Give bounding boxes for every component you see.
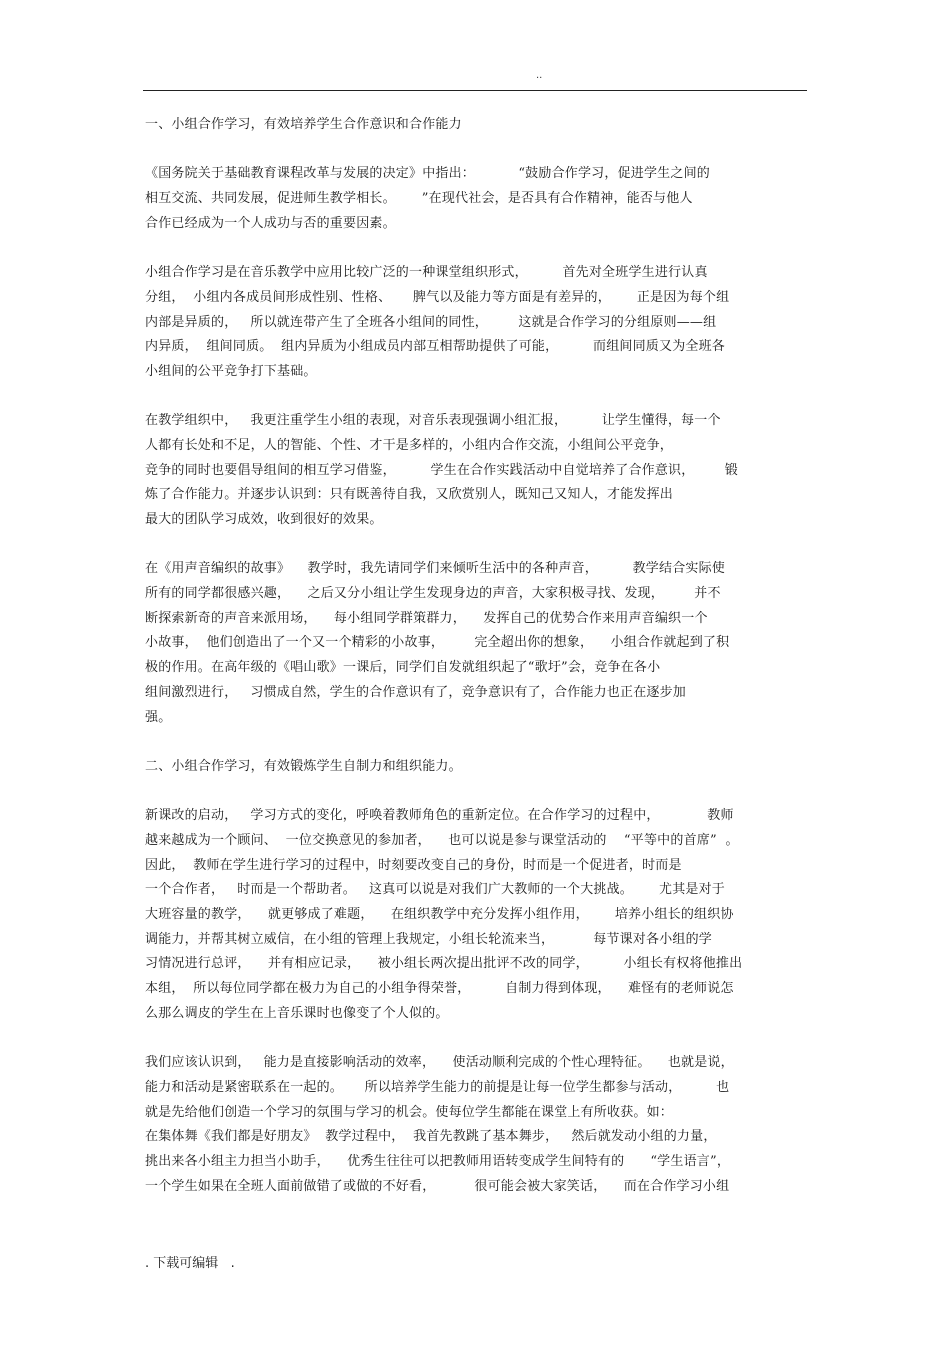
- text-line: 分组， 小组内各成员间形成性别、性格、 脾气以及能力等方面是有差异的， 正是因为每个组: [145, 289, 730, 305]
- text-line: 一、小组合作学习，有效培养学生合作意识和合作能力: [145, 117, 462, 132]
- header-mark: ..: [536, 70, 543, 81]
- section-heading: [145, 755, 817, 780]
- text-line: 么那么调皮的学生在上音乐课时也像变了个人似的。: [145, 1005, 449, 1021]
- paragraph: [145, 557, 817, 730]
- text-line: 内异质， 组间同质。 组内异质为小组成员内部互相帮助提供了可能， 而组间同质又为全班各: [145, 339, 725, 355]
- text-line: 炼了合作能力。并逐步认识到：只有既善待自我，又欣赏别人，既知己又知人，才能发挥出: [145, 487, 674, 503]
- text-line: 在教学组织中， 我更注重学生小组的表现，对音乐表现强调小组汇报， 让学生懂得，每一个: [145, 413, 721, 429]
- text-line: 在集体舞《我们都是好朋友》 教学过程中， 我首先教跳了基本舞步， 然后就发动小组的力量，: [145, 1129, 717, 1145]
- text-line: 一个合作者， 时而是一个帮助者。 这真可以说是对我们广大教师的一个大挑战。 尤其是对于: [145, 882, 725, 898]
- paragraph-gap: [145, 1026, 817, 1051]
- text-line: 因此， 教师在学生进行学习的过程中，时刻要改变自己的身份，时而是一个促进者，时而是: [145, 857, 682, 873]
- text-line: 在《用声音编织的故事》 教学时，我先请同学们来倾听生活中的各种声音， 教学结合实际使: [145, 561, 725, 577]
- text-line: 小组合作学习是在音乐教学中应用比较广泛的一种课堂组织形式， 首先对全班学生进行认真: [145, 265, 708, 281]
- text-line: 内部是异质的， 所以就连带产生了全班各小组间的同性， 这就是合作学习的分组原则——组: [145, 314, 717, 330]
- text-line: 越来越成为一个顾问、 一位交换意见的参加者， 也可以说是参与课堂活动的 “平等中的首席” 。: [145, 832, 739, 848]
- paragraph: [145, 409, 817, 532]
- text-line: 调能力，并帮其树立威信，在小组的管理上我规定，小组长轮流来当， 每节课对各小组的学: [145, 931, 712, 947]
- paragraph: [145, 1051, 817, 1199]
- text-line: 竞争的同时也要倡导组间的相互学习借鉴， 学生在合作实践活动中自觉培养了合作意识， 锻: [145, 462, 738, 478]
- footer-note: . 下载可编辑 .: [145, 1256, 235, 1271]
- text-line: 组间激烈进行， 习惯成自然，学生的合作意识有了，竞争意识有了，合作能力也正在逐步加: [145, 684, 686, 700]
- paragraph-gap: [145, 533, 817, 558]
- paragraph-gap: [145, 236, 817, 261]
- paragraph: [145, 804, 817, 1026]
- text-line: 极的作用。在高年级的《唱山歌》一课后，同学们自发就组织起了“歌圩”会，竞争在各小: [145, 660, 661, 676]
- paragraph: [145, 261, 817, 384]
- paragraph-gap: [145, 780, 817, 805]
- text-line: 大班容量的教学， 就更够成了难题， 在组织教学中充分发挥小组作用， 培养小组长的组织协: [145, 907, 734, 922]
- text-line: 习情况进行总评， 并有相应记录， 被小组长两次提出批评不改的同学， 小组长有权将他推出: [145, 956, 743, 972]
- document-body: [145, 113, 817, 1199]
- text-line: 小故事， 他们创造出了一个又一个精彩的小故事， 完全超出你的想象， 小组合作就起到了积: [145, 635, 730, 651]
- paragraph: [145, 162, 817, 236]
- text-line: 本组， 所以每位同学都在极力为自己的小组争得荣誉， 自制力得到体现， 难怪有的老师说怎: [145, 981, 734, 997]
- section-heading: [145, 113, 817, 138]
- text-line: 挑出来各小组主力担当小助手， 优秀生往往可以把教师用语转变成学生间特有的 “学生语言”，: [145, 1153, 731, 1169]
- text-line: 断探索新奇的声音来派用场， 每小组同学群策群力， 发挥自己的优势合作来用声音编织一个: [145, 610, 708, 626]
- paragraph-gap: [145, 138, 817, 163]
- text-line: 新课改的启动， 学习方式的变化，呼唤着教师角色的重新定位。在合作学习的过程中， 教师: [145, 808, 734, 824]
- text-line: 我们应该认识到， 能力是直接影响活动的效率， 使活动顺利完成的个性心理特征。 也就是说，: [145, 1055, 734, 1071]
- text-line: 强。: [145, 709, 172, 725]
- text-line: 相互交流、共同发展，促进师生教学相长。 ”在现代社会，是否具有合作精神，能否与他人: [145, 191, 693, 207]
- text-line: 小组间的公平竞争打下基础。: [145, 363, 317, 379]
- text-line: 所有的同学都很感兴趣， 之后又分小组让学生发现身边的声音，大家积极寻找、发现， 并不: [145, 586, 721, 602]
- header-rule: [143, 90, 807, 91]
- paragraph-gap: [145, 730, 817, 755]
- text-line: 人都有长处和不足，人的智能、个性、才干是多样的，小组内合作交流，小组间公平竞争，: [145, 437, 674, 453]
- text-line: 能力和活动是紧密联系在一起的。 所以培养学生能力的前提是让每一位学生都参与活动， 也: [145, 1079, 730, 1095]
- text-line: 最大的团队学习成效，收到很好的效果。: [145, 512, 383, 527]
- text-line: 就是先给他们创造一个学习的氛围与学习的机会。使每位学生都能在课堂上有所收获。如：: [145, 1104, 674, 1120]
- text-line: 《国务院关于基础教育课程改革与发展的决定》中指出： “鼓励合作学习，促进学生之间的: [145, 166, 710, 182]
- paragraph-gap: [145, 385, 817, 410]
- text-line: 二、小组合作学习，有效锻炼学生自制力和组织能力。: [145, 758, 462, 774]
- text-line: 一个学生如果在全班人面前做错了或做的不好看， 很可能会被大家笑话， 而在合作学习小组: [145, 1178, 730, 1194]
- text-line: 合作已经成为一个人成功与否的重要因素。: [145, 215, 396, 231]
